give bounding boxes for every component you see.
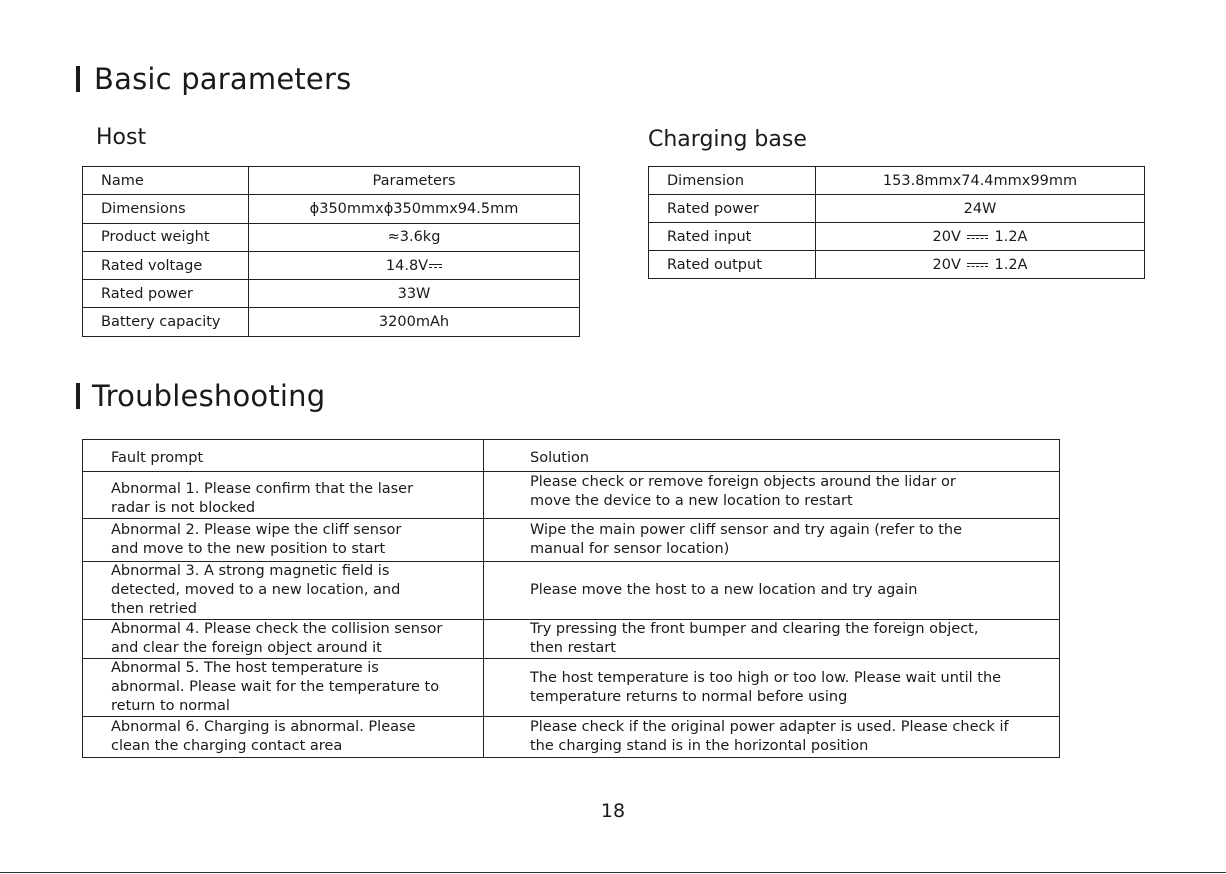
table-row: [83, 659, 1060, 717]
table-row: [83, 195, 580, 223]
solution-header: Solution: [484, 440, 1060, 472]
table-row: [83, 472, 1060, 519]
fault-line: Abnormal 4. Please check the collision sensor: [111, 621, 443, 637]
charging-base-title: Charging base: [648, 127, 807, 152]
fault-header: Fault prompt: [83, 440, 484, 472]
output-voltage: 20V: [932, 256, 961, 273]
solution-line: Wipe the main power cliff sensor and try again (refer to the: [530, 522, 963, 538]
table-row: [649, 195, 1145, 223]
solution-line: Please check or remove foreign objects around the lidar or: [530, 474, 956, 490]
row-value: 153.8mmx74.4mmx99mm: [816, 167, 1145, 195]
charging-base-table: [648, 166, 1145, 279]
table-row: [83, 308, 580, 336]
row-label: Rated output: [649, 251, 816, 279]
fault-cell: [83, 562, 484, 620]
row-label: Battery capacity: [83, 308, 249, 336]
fault-line: abnormal. Please wait for the temperature to: [111, 679, 440, 695]
heading-bar: [76, 383, 80, 409]
solution-line: then restart: [530, 640, 616, 656]
table-row: [649, 167, 1145, 195]
row-label: Rated power: [649, 195, 816, 223]
dc-symbol-icon: [967, 235, 988, 239]
host-parameters-table: [82, 166, 580, 337]
troubleshooting-title: Troubleshooting: [92, 379, 326, 413]
solution-cell: [484, 519, 1060, 562]
table-row: [83, 519, 1060, 562]
fault-line: Abnormal 3. A strong magnetic field is: [111, 563, 390, 579]
fault-line: clean the charging contact area: [111, 738, 343, 754]
fault-line: Abnormal 2. Please wipe the cliff sensor: [111, 522, 402, 538]
solution-line: Please check if the original power adapter is used. Please check if: [530, 719, 1009, 735]
heading-bar: [76, 66, 80, 92]
output-current: 1.2A: [994, 256, 1028, 273]
solution-line: move the device to a new location to restart: [530, 493, 853, 509]
table-row: [83, 223, 580, 251]
row-value: [249, 251, 580, 279]
row-label: Dimensions: [83, 195, 249, 223]
row-value: [816, 251, 1145, 279]
dc-symbol-icon: [429, 264, 442, 268]
basic-parameters-heading: [76, 62, 351, 96]
fault-line: radar is not blocked: [111, 500, 256, 516]
row-label: Rated voltage: [83, 251, 249, 279]
row-value: Parameters: [249, 167, 580, 195]
table-row: [83, 280, 580, 308]
row-label: Product weight: [83, 223, 249, 251]
page-number: 18: [600, 800, 626, 822]
solution-line: the charging stand is in the horizontal position: [530, 738, 869, 754]
row-value: ≈3.6kg: [249, 223, 580, 251]
row-value: [816, 223, 1145, 251]
row-value: 3200mAh: [249, 308, 580, 336]
fault-line: Abnormal 1. Please confirm that the laser: [111, 481, 414, 497]
fault-cell: [83, 472, 484, 519]
row-label: Name: [83, 167, 249, 195]
row-label: Rated power: [83, 280, 249, 308]
table-header-row: [83, 440, 1060, 472]
solution-line: Try pressing the front bumper and clearing the foreign object,: [530, 621, 979, 637]
dc-symbol-icon: [967, 263, 988, 267]
voltage-value: 14.8V: [385, 257, 429, 274]
input-current: 1.2A: [994, 228, 1028, 245]
input-voltage: 20V: [932, 228, 961, 245]
solution-line: The host temperature is too high or too low. Please wait until the: [530, 669, 1002, 686]
solution-cell: [484, 717, 1060, 758]
fault-line: and move to the new position to start: [111, 541, 386, 557]
bottom-rule: [0, 872, 1226, 873]
fault-line: return to normal: [111, 698, 230, 714]
solution-cell: [484, 472, 1060, 519]
solution-cell: [484, 562, 1060, 620]
table-row: [83, 717, 1060, 758]
solution-cell: [484, 620, 1060, 659]
fault-cell: [83, 717, 484, 758]
table-row: [83, 620, 1060, 659]
row-value: 24W: [816, 195, 1145, 223]
table-row: [83, 562, 1060, 620]
row-value: ϕ350mmxϕ350mmx94.5mm: [249, 195, 580, 223]
fault-cell: [83, 659, 484, 717]
fault-line: and clear the foreign object around it: [111, 640, 382, 656]
fault-line: Abnormal 6. Charging is abnormal. Please: [111, 719, 416, 735]
table-row: [83, 167, 580, 195]
row-value: 33W: [249, 280, 580, 308]
fault-line: Abnormal 5. The host temperature is: [111, 660, 379, 676]
table-row: [83, 251, 580, 279]
solution-cell: [484, 659, 1060, 717]
table-row: [649, 251, 1145, 279]
fault-line: detected, moved to a new location, and: [111, 582, 401, 598]
solution-line: Please move the host to a new location and try again: [530, 582, 918, 598]
fault-cell: [83, 519, 484, 562]
solution-line: manual for sensor location): [530, 541, 730, 557]
solution-line: temperature returns to normal before using: [530, 688, 848, 705]
troubleshooting-heading: [76, 379, 325, 413]
row-label: Rated input: [649, 223, 816, 251]
host-title: Host: [96, 125, 147, 150]
row-label: Dimension: [649, 167, 816, 195]
fault-cell: [83, 620, 484, 659]
basic-parameters-title: Basic parameters: [94, 62, 352, 96]
fault-line: then retried: [111, 601, 197, 617]
troubleshooting-table: [82, 439, 1060, 758]
table-row: [649, 223, 1145, 251]
